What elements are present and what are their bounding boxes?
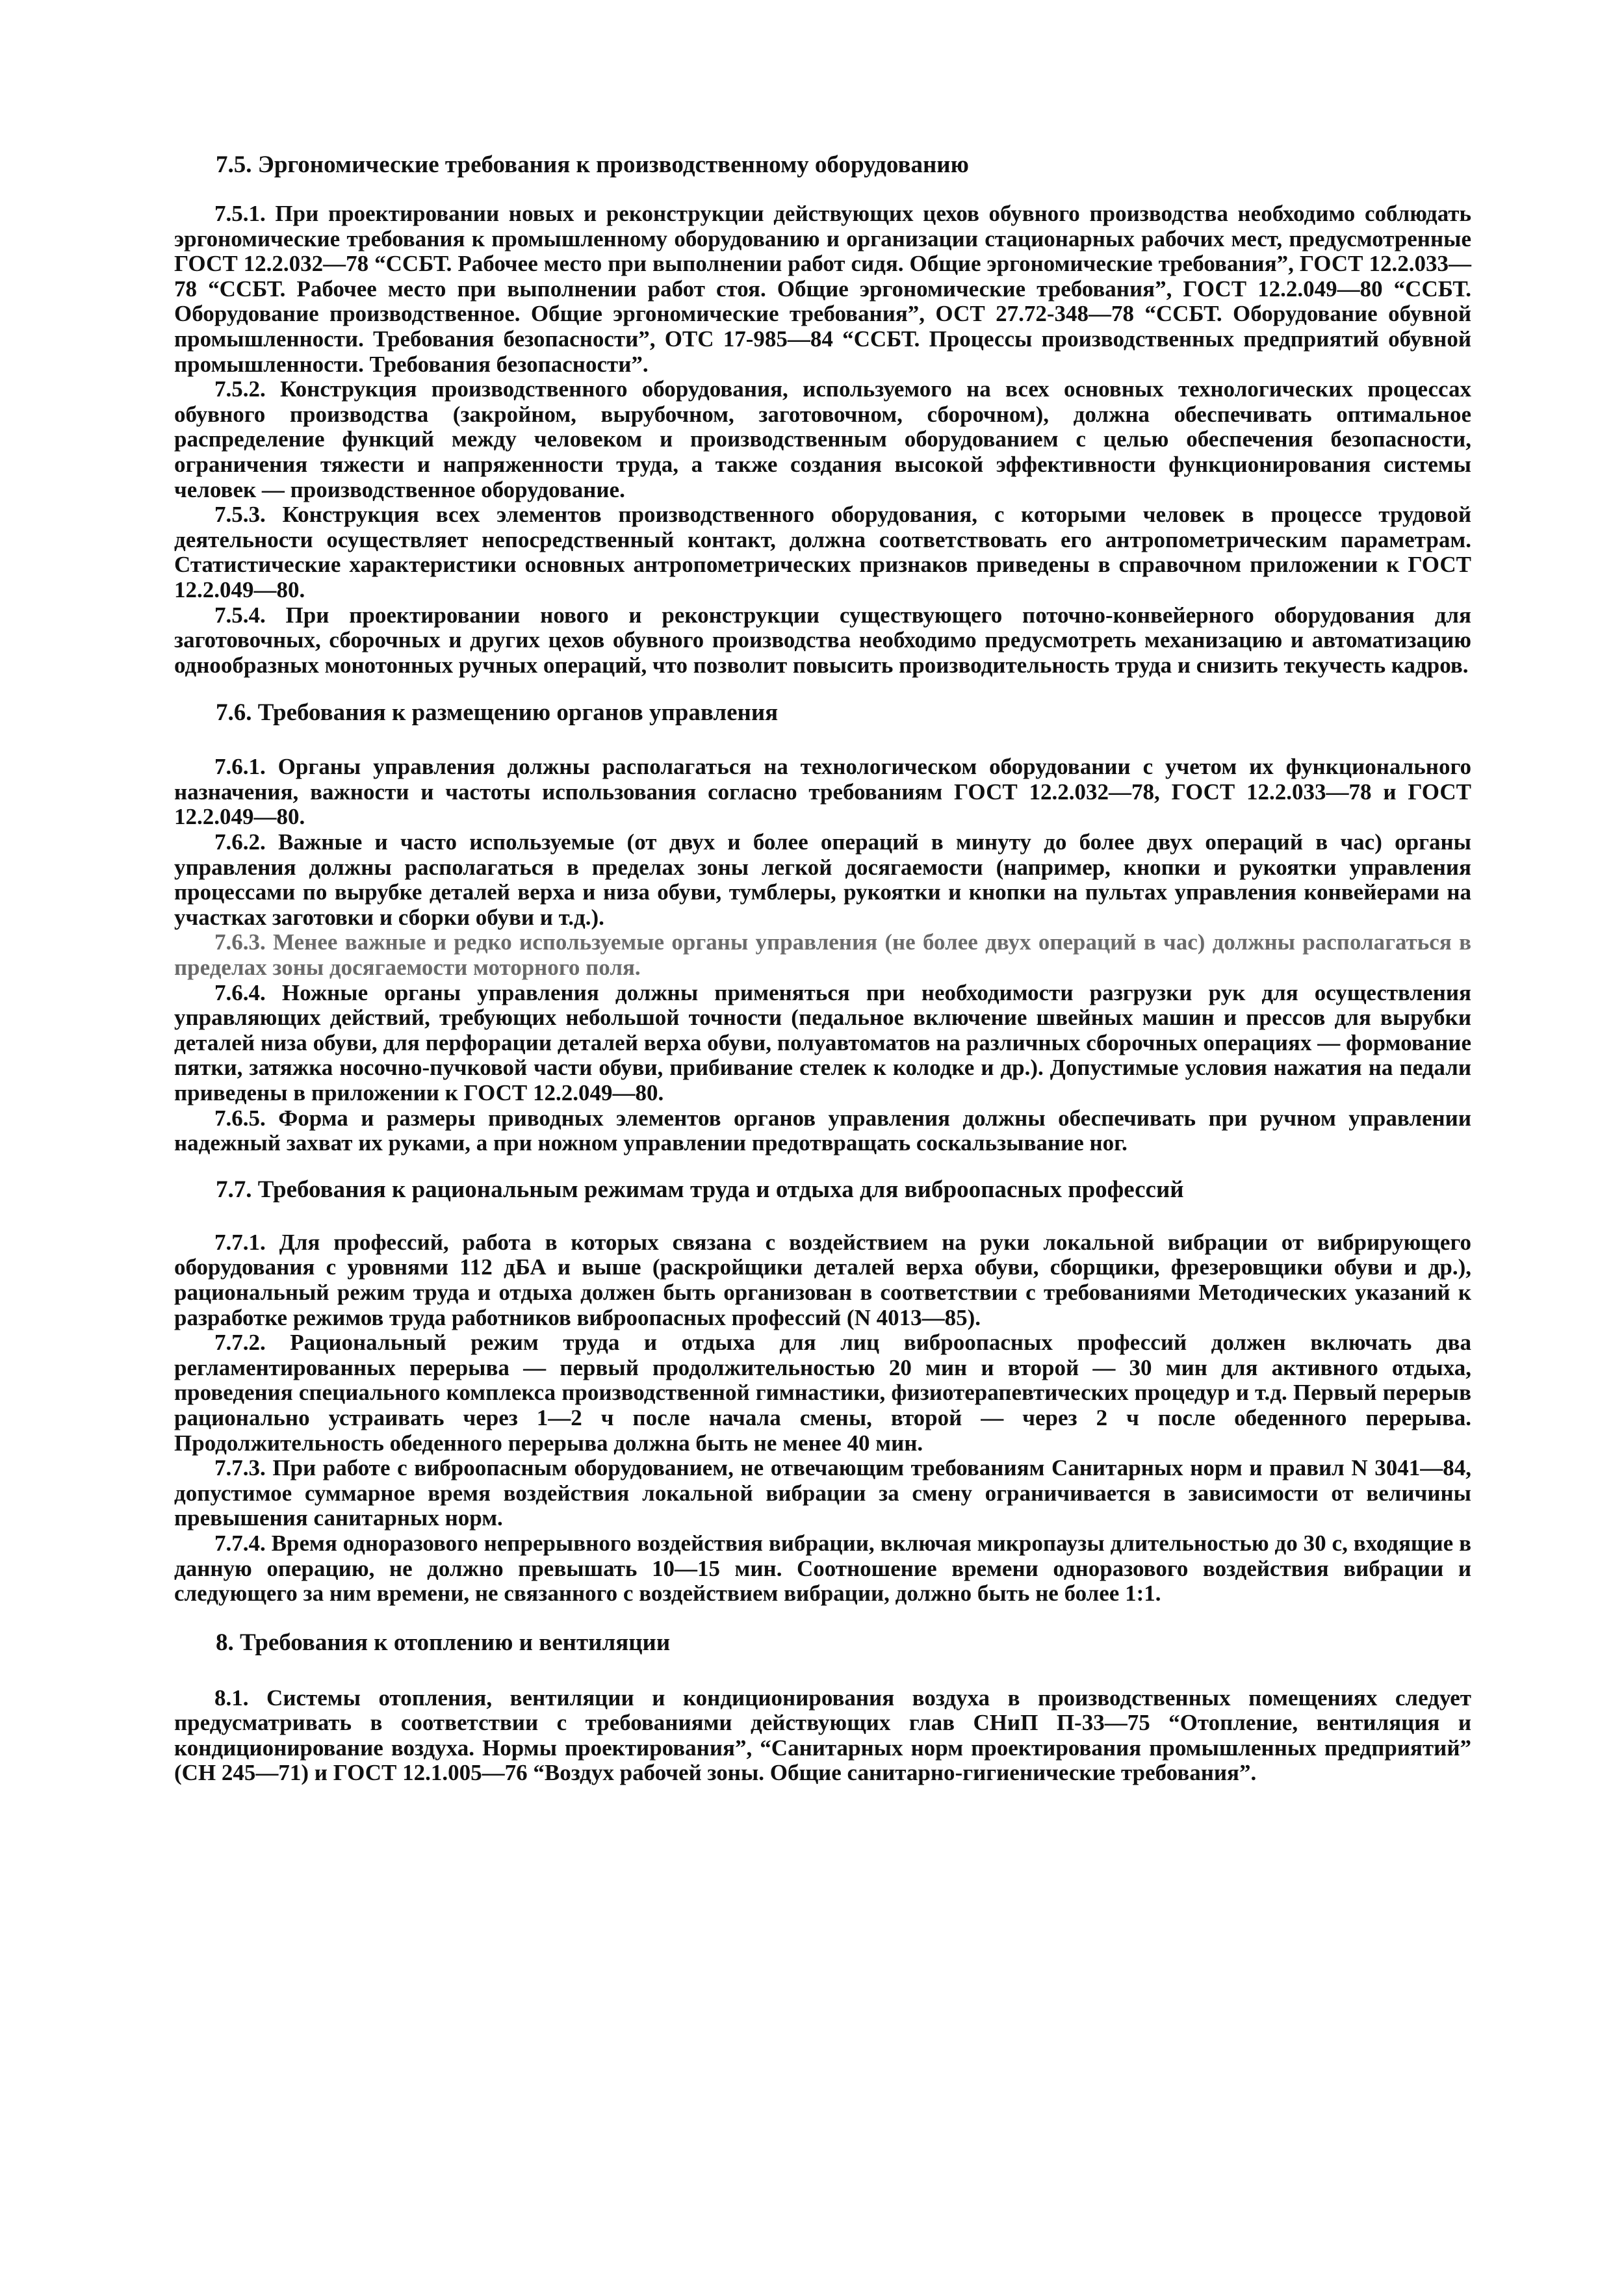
paragraph-7-5-1: 7.5.1. При проектировании новых и реконструкции действующих цехов обувного производства необходимо соблюдать эргономические требования к промышленному оборудованию и организации стационарных рабочих мест, предусмотренные ГОСТ 12.2.032—78 “ССБТ. Рабочее место при выполнении работ сидя. Общие эргономические требования”, ГОСТ 12.2.033—78 “ССБТ. Рабочее место при выполнении работ стоя. Общие эргономические требования”, ГОСТ 12.2.049—80 “ССБТ. Оборудование производственное. Общие эргономические требования”, ОСТ 27.72-348—78 “ССБТ. Оборудование обувной промышленности. Требования безопасности”, ОТС 17-985—84 “ССБТ. Процессы производственных предприятий обувной промышленности. Требования безопасности”. xyxy=(174,201,1471,377)
paragraph-7-6-4: 7.6.4. Ножные органы управления должны применяться при необходимости разгрузки рук для осуществления управляющих действий, требующих небольшой точности (педальное включение швейных машин и прессов для вырубки деталей низа обуви, для перфорации деталей верха обуви, полуавтоматов на различных сборочных операциях — формование пятки, затяжка носочно-пучковой части обуви, прибивание стелек к колодке и др.). Допустимые условия нажатия на педали приведены в приложении к ГОСТ 12.2.049—80. xyxy=(174,979,1471,1105)
paragraph-7-5-4: 7.5.4. При проектировании нового и реконструкции существующего поточно-конвейерного оборудования для заготовочных, сборочных и других цехов обувного производства необходимо предусмотреть механизацию и автоматизацию однообразных монотонных ручных операций, что позволит повысить производительность труда и снизить текучесть кадров. xyxy=(174,602,1471,678)
section-body-7-6 xyxy=(174,755,1471,1156)
paragraph-7-6-3: 7.6.3. Менее важные и редко используемые органы управления (не более двух операций в час) должны располагаться в пределах зоны досягаемости моторного поля. xyxy=(174,929,1471,981)
section-heading-7-7: 7.7. Требования к рациональным режимам труда и отдыха для виброопасных профессий xyxy=(216,1176,1184,1203)
paragraph-7-5-2: 7.5.2. Конструкция производственного оборудования, используемого на всех основных технологических процессах обувного производства (закройном, вырубочном, заготовочном, сборочном), должна обеспечивать оптимальное распределение функций между человеком и производственным оборудованием с целью обеспечения безопасности, ограничения тяжести и напряженности труда, а также создания высокой эффективности функционирования системы человек — производственное оборудование. xyxy=(174,376,1471,502)
section-body-7-5 xyxy=(174,201,1471,678)
section-heading-7-6: 7.6. Требования к размещению органов управления xyxy=(216,699,779,727)
paragraph-7-7-2: 7.7.2. Рациональный режим труда и отдыха для лиц виброопасных профессий должен включать два регламентированных перерыва — первый продолжительностью 20 мин и второй — 30 мин для активного отдыха, проведения специального комплекса производственной гимнастики, физиотерапевтических процедур и т.д. Первый перерыв рационально устраивать через 1—2 ч после начала смены, второй — через 2 ч после обеденного перерыва. Продолжительность обеденного перерыва должна быть не менее 40 мин. xyxy=(174,1330,1471,1456)
paragraph-7-6-2: 7.6.2. Важные и часто используемые (от двух и более операций в минуту до более двух операций в час) органы управления должны располагаться в пределах зоны легкой досягаемости (например, кнопки и рукоятки управления процессами по вырубке деталей верха и низа обуви, тумблеры, рукоятки и кнопки на пультах управления конвейерами на участках заготовки и сборки обуви и т.д.). xyxy=(174,829,1471,930)
section-body-7-7 xyxy=(174,1230,1471,1607)
section-heading-7-5: 7.5. Эргономические требования к производственному оборудованию xyxy=(216,151,969,178)
paragraph-7-7-3: 7.7.3. При работе с виброопасным оборудованием, не отвечающим требованиям Санитарных норм и правил N 3041—84, допустимое суммарное время воздействия локальной вибрации за смену ограничивается в зависимости от величины превышения санитарных норм. xyxy=(174,1455,1471,1531)
paragraph-7-7-1: 7.7.1. Для профессий, работа в которых связана с воздействием на руки локальной вибрации от вибрирующего оборудования с уровнями 112 дБА и выше (раскройщики деталей верха обуви, сборщики, фрезеровщики обуви и др.), рациональный режим труда и отдыха должен быть организован в соответствии с требованиями Методических указаний к разработке режимов труда работников виброопасных профессий (N 4013—85). xyxy=(174,1229,1471,1330)
page-body xyxy=(174,144,1471,1786)
section-heading-8: 8. Требования к отоплению и вентиляции xyxy=(216,1629,671,1656)
paragraph-7-5-3: 7.5.3. Конструкция всех элементов производственного оборудования, с которыми человек в процессе трудовой деятельности осуществляет непосредственный контакт, должна соответствовать его антропометрическим параметрам. Статистические характеристики основных антропометрических признаков приведены в справочном приложении к ГОСТ 12.2.049—80. xyxy=(174,502,1471,602)
paragraph-7-6-5: 7.6.5. Форма и размеры приводных элементов органов управления должны обеспечивать при ручном управлении надежный захват их руками, а при ножном управлении предотвращать соскальзывание ног. xyxy=(174,1105,1471,1156)
paragraph-7-7-4: 7.7.4. Время одноразового непрерывного воздействия вибрации, включая микропаузы длительностью до 30 с, входящие в данную операцию, не должно превышать 10—15 мин. Соотношение времени одноразового воздействия вибрации и следующего за ним времени, не связанного с воздействием вибрации, должно быть не более 1:1. xyxy=(174,1530,1471,1607)
paragraph-8-1: 8.1. Системы отопления, вентиляции и кондиционирования воздуха в производственных помещениях следует предусматривать в соответствии с требованиями действующих глав СНиП П-33—75 “Отопление, вентиляция и кондиционирование воздуха. Нормы проектирования”, “Санитарных норм проектирования промышленных предприятий” (СН 245—71) и ГОСТ 12.1.005—76 “Воздух рабочей зоны. Общие санитарно-гигиенические требования”. xyxy=(174,1685,1471,1786)
section-body-8 xyxy=(174,1686,1471,1786)
paragraph-7-6-1: 7.6.1. Органы управления должны располагаться на технологическом оборудовании с учетом их функционального назначения, важности и частоты использования согласно требованиям ГОСТ 12.2.032—78, ГОСТ 12.2.033—78 и ГОСТ 12.2.049—80. xyxy=(174,754,1471,830)
